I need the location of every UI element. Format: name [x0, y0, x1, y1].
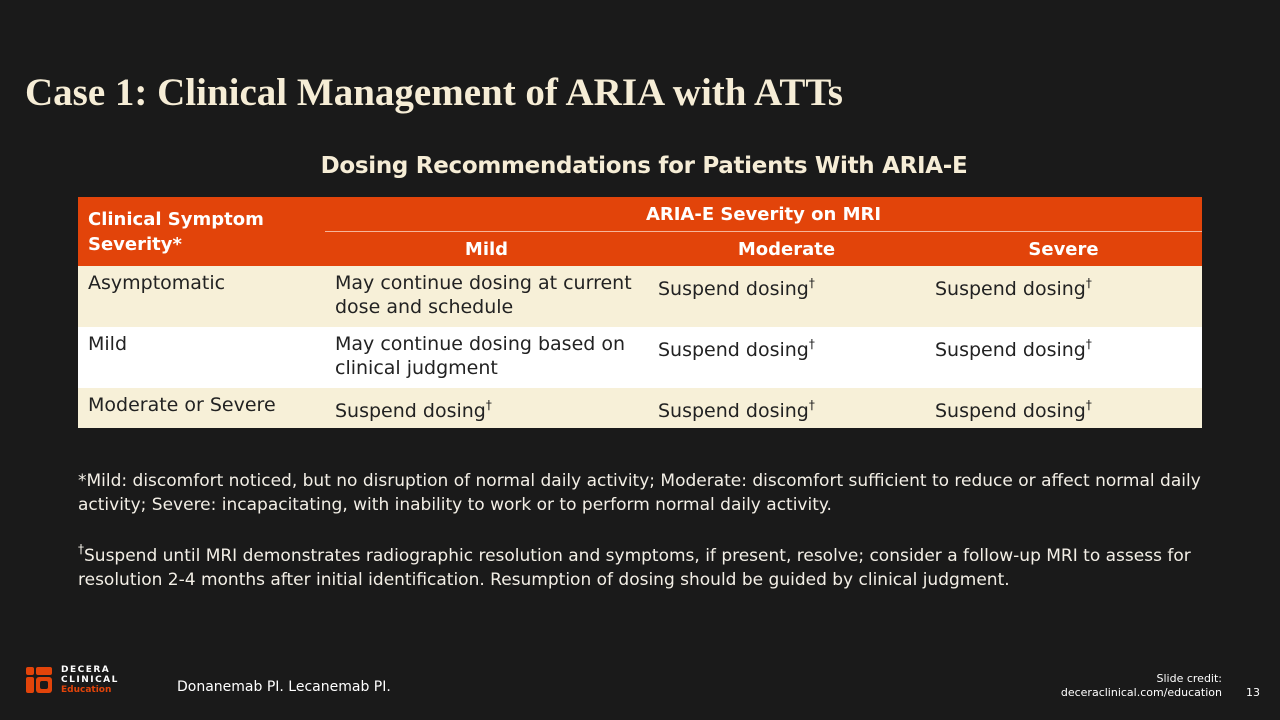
slide-credit-url: deceraclinical.com/education: [1060, 686, 1222, 699]
cell-severe: [925, 388, 1202, 428]
dagger-mark: †: [808, 276, 815, 290]
cell-text: Suspend dosing: [935, 278, 1086, 300]
cell-severe: [925, 327, 1202, 388]
footnote-severity: *Mild: discomfort noticed, but no disruption of normal daily activity; Moderate: discomfort sufficient to reduce or affect normal daily activity; Severe: incapacitating, with inability to work or to perform normal daily activity.: [78, 471, 1201, 515]
row-label: Moderate or Severe: [78, 388, 325, 428]
table-header-row: [78, 197, 1202, 232]
cell-text: Suspend dosing: [935, 339, 1086, 361]
footnote-suspend: [78, 537, 1208, 592]
column-header-severe: Severe: [925, 232, 1202, 267]
dagger-mark: †: [485, 398, 492, 412]
cell-moderate: [648, 327, 925, 388]
dagger-mark: †: [1085, 276, 1092, 290]
slide-credit-label: Slide credit:: [1156, 672, 1222, 685]
dagger-mark: †: [1085, 337, 1092, 351]
logo-word-decera: DECERA: [61, 665, 111, 675]
dagger-mark: †: [808, 398, 815, 412]
cell-text: Suspend dosing: [335, 400, 486, 422]
table-title: Dosing Recommendations for Patients With ARIA-E: [320, 153, 968, 179]
logo-word-education: Education: [61, 685, 112, 695]
slide-credit: [1061, 672, 1222, 700]
decera-logo-icon: [25, 666, 53, 694]
slide-title: Case 1: Clinical Management of ARIA with ATTs: [25, 71, 843, 114]
cell-mild: [325, 388, 648, 428]
cell-text: Suspend dosing: [658, 339, 809, 361]
dagger-mark: †: [808, 337, 815, 351]
table-row: [78, 266, 1202, 327]
row-label: Mild: [78, 327, 325, 388]
dosing-table: [78, 197, 1202, 428]
table-row: [78, 388, 1202, 428]
cell-text: Suspend dosing: [658, 400, 809, 422]
clinical-symptom-header: Clinical Symptom Severity*: [78, 197, 325, 266]
cell-moderate: [648, 266, 925, 327]
dagger-mark: †: [78, 542, 84, 556]
decera-logo: [25, 665, 119, 695]
column-header-mild: Mild: [325, 232, 648, 267]
logo-word-clinical: CLINICAL: [61, 675, 119, 685]
cell-text: Suspend dosing: [935, 400, 1086, 422]
table-row: [78, 327, 1202, 388]
cell-severe: [925, 266, 1202, 327]
cell-mild: May continue dosing based on clinical judgment: [325, 327, 648, 388]
footnote-suspend-text: Suspend until MRI demonstrates radiographic resolution and symptoms, if present, resolve; consider a follow-up MRI to assess for resolution 2-4 months after initial identification. Resumption of dosing should be guided by clinical judgment.: [78, 546, 1191, 590]
page-number: 13: [1246, 686, 1260, 699]
aria-e-severity-header: ARIA-E Severity on MRI: [325, 197, 1202, 232]
cell-text: Suspend dosing: [658, 278, 809, 300]
references: Donanemab PI. Lecanemab PI.: [177, 679, 391, 695]
cell-moderate: [648, 388, 925, 428]
row-label: Asymptomatic: [78, 266, 325, 327]
dagger-mark: †: [1085, 398, 1092, 412]
column-header-moderate: Moderate: [648, 232, 925, 267]
cell-mild: May continue dosing at current dose and schedule: [325, 266, 648, 327]
